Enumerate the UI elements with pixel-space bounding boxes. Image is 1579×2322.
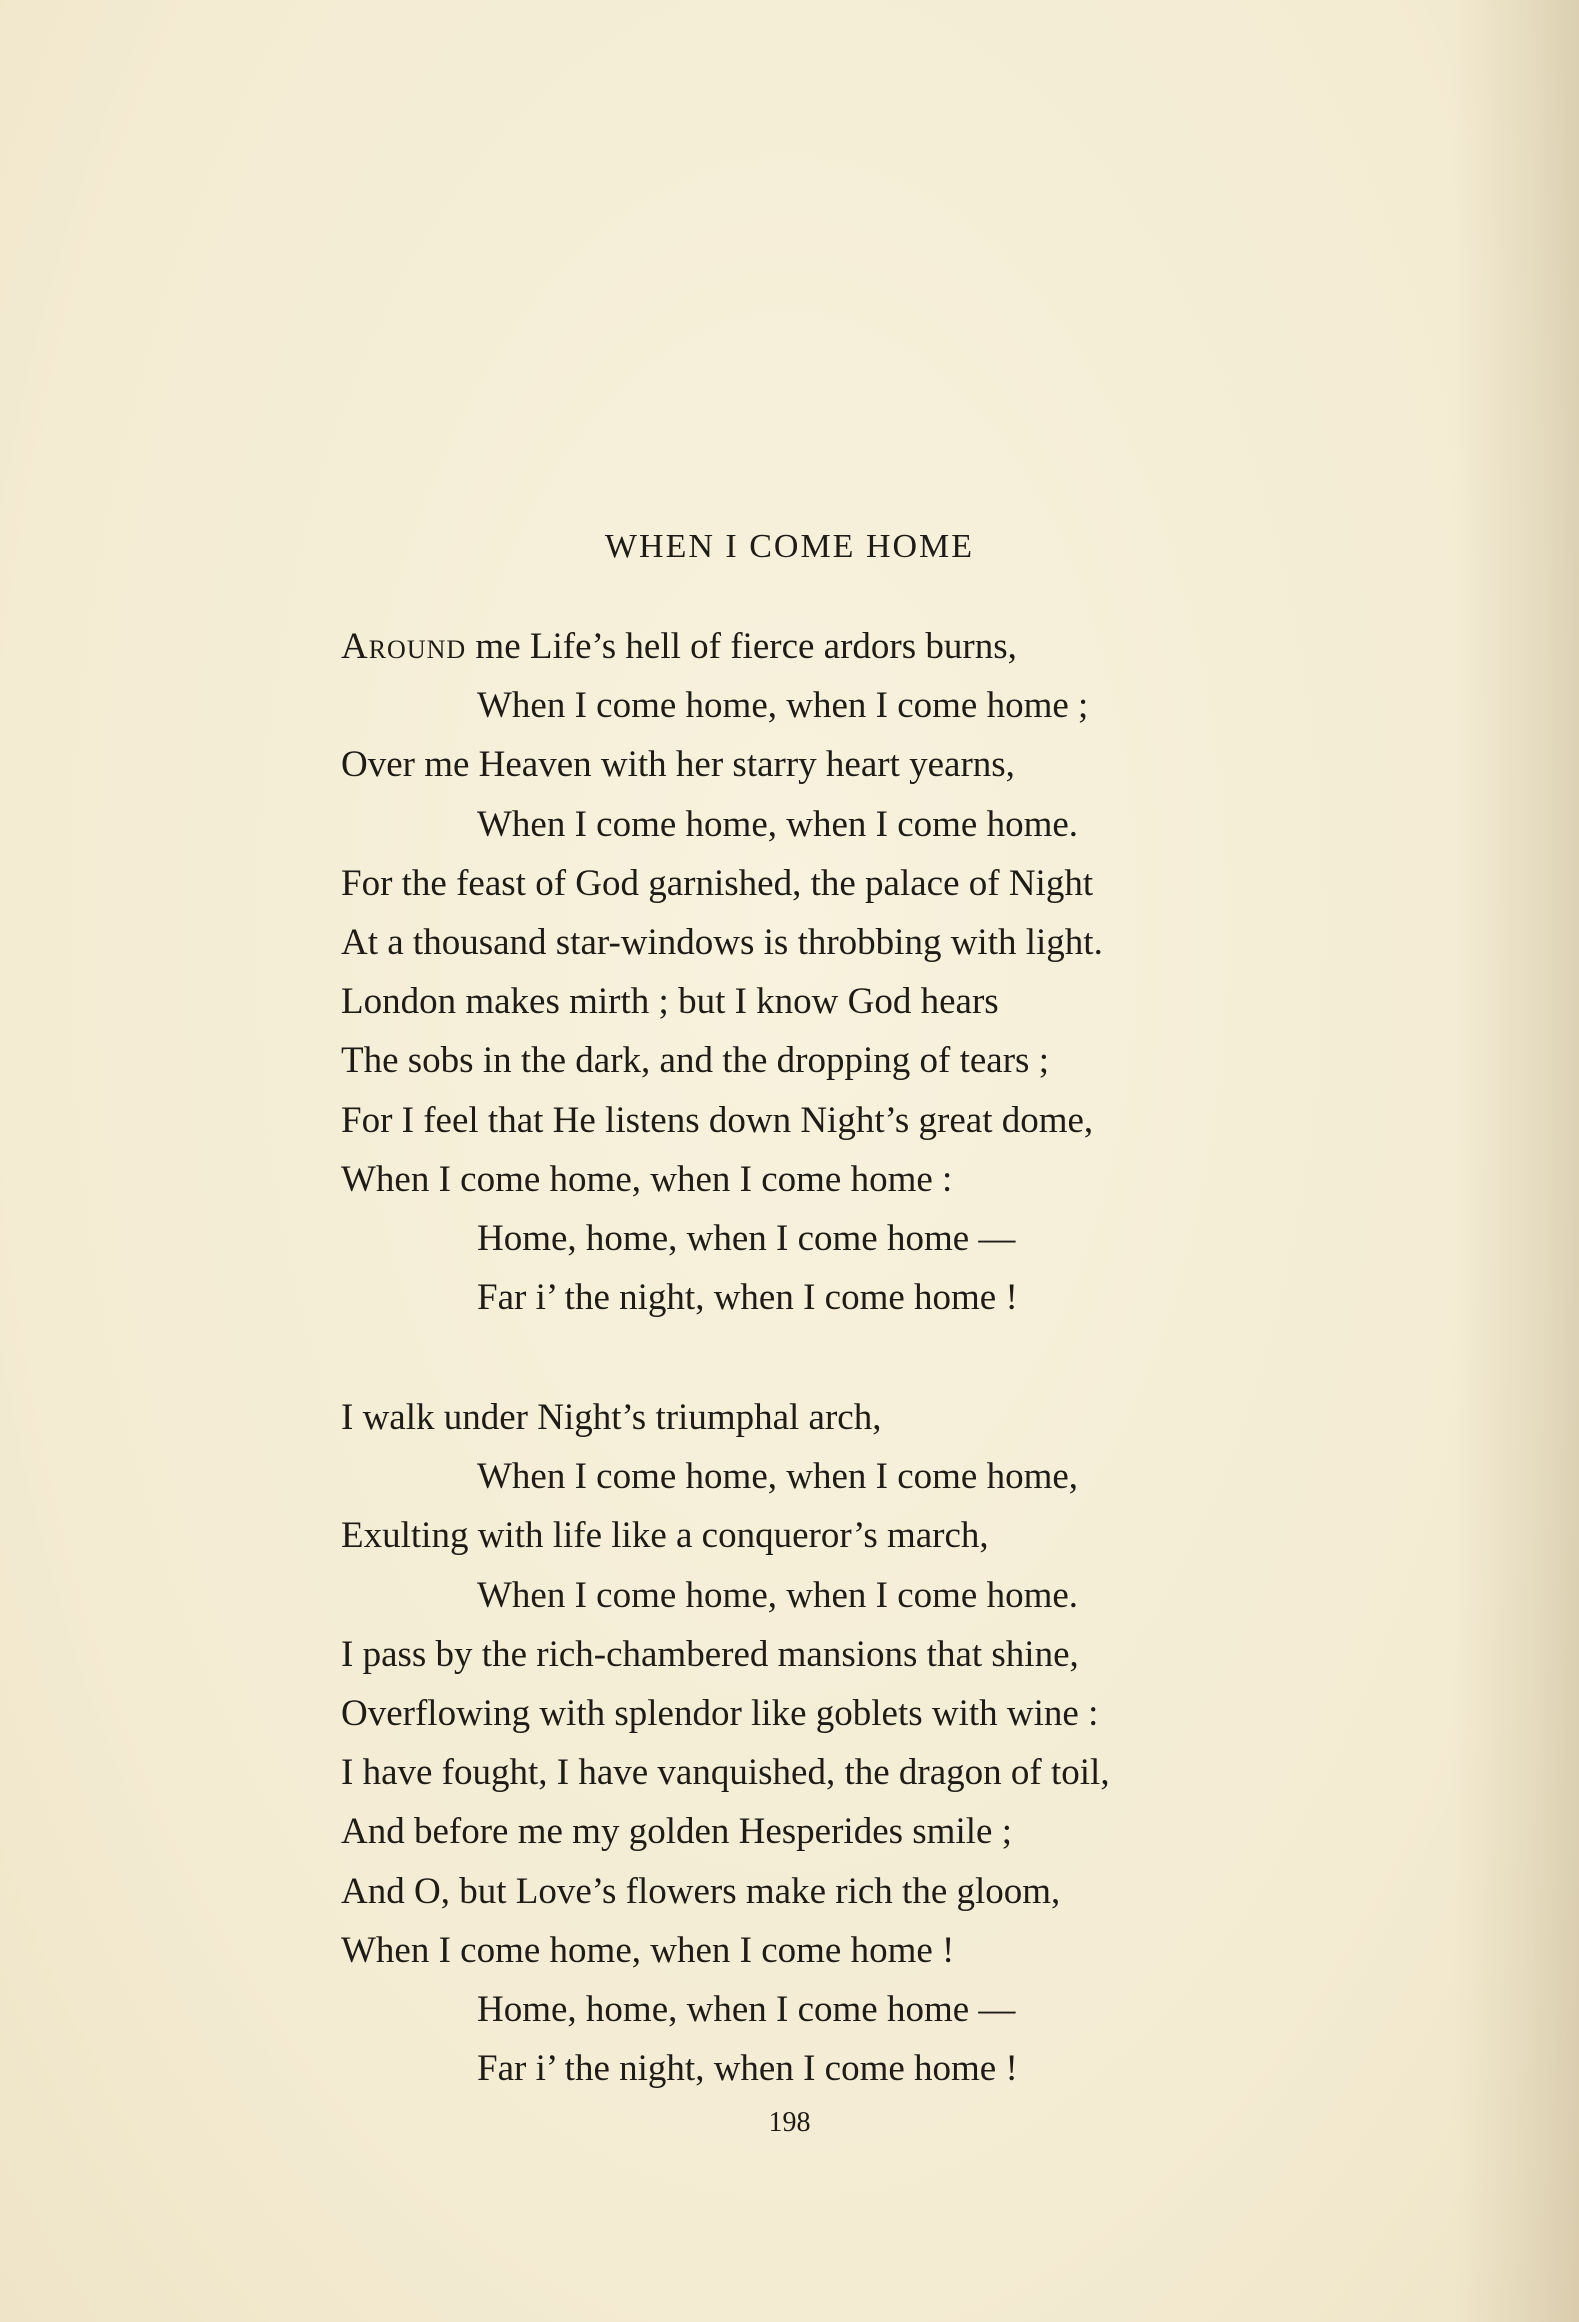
poem-line: When I come home, when I come home ! <box>341 1929 955 1971</box>
poem-line: I have fought, I have vanquished, the dragon of toil, <box>341 1752 1110 1794</box>
page-number: 198 <box>768 2107 811 2138</box>
poem-title: WHEN I COME HOME <box>604 528 975 565</box>
poem-line: When I come home, when I come home ; <box>477 685 1089 727</box>
poem-line: Over me Heaven with her starry heart yearns, <box>341 744 1015 786</box>
poem-line: Exulting with life like a conqueror’s march, <box>341 1515 989 1557</box>
poem-line: When I come home, when I come home. <box>477 1574 1079 1616</box>
stanza-1 <box>341 617 1391 1327</box>
stanza-2 <box>341 1388 1391 2098</box>
refrain-line: Far i’ the night, when I come home ! <box>477 2048 1018 2090</box>
refrain-line: Home, home, when I come home — <box>477 1217 1016 1259</box>
refrain-line: Home, home, when I come home — <box>477 1988 1016 2030</box>
drop-word: Around <box>341 626 467 667</box>
poem-line-text: me Life’s hell of fierce ardors burns, <box>466 626 1017 667</box>
poem-line: The sobs in the dark, and the dropping of tears ; <box>341 1040 1049 1082</box>
poem-line: And O, but Love’s flowers make rich the gloom, <box>341 1870 1061 1912</box>
poem-line: I walk under Night’s triumphal arch, <box>341 1397 882 1438</box>
poem-line <box>341 617 1391 676</box>
poem-line: For the feast of God garnished, the palace of Night <box>341 862 1094 904</box>
poem-line: Overflowing with splendor like goblets with wine : <box>341 1692 1099 1734</box>
poem-line: When I come home, when I come home. <box>477 803 1079 845</box>
poem-line: At a thousand star-windows is throbbing with light. <box>341 921 1103 963</box>
poem-line: When I come home, when I come home, <box>477 1456 1079 1498</box>
poem-line: And before me my golden Hesperides smile ; <box>341 1811 1012 1853</box>
poem-line: I pass by the rich-chambered mansions that shine, <box>341 1633 1079 1675</box>
poem-line: London makes mirth ; but I know God hears <box>341 981 999 1023</box>
refrain-line: Far i’ the night, when I come home ! <box>477 1277 1018 1319</box>
poem-line: When I come home, when I come home : <box>341 1158 953 1200</box>
poem-line: For I feel that He listens down Night’s great dome, <box>341 1099 1094 1141</box>
